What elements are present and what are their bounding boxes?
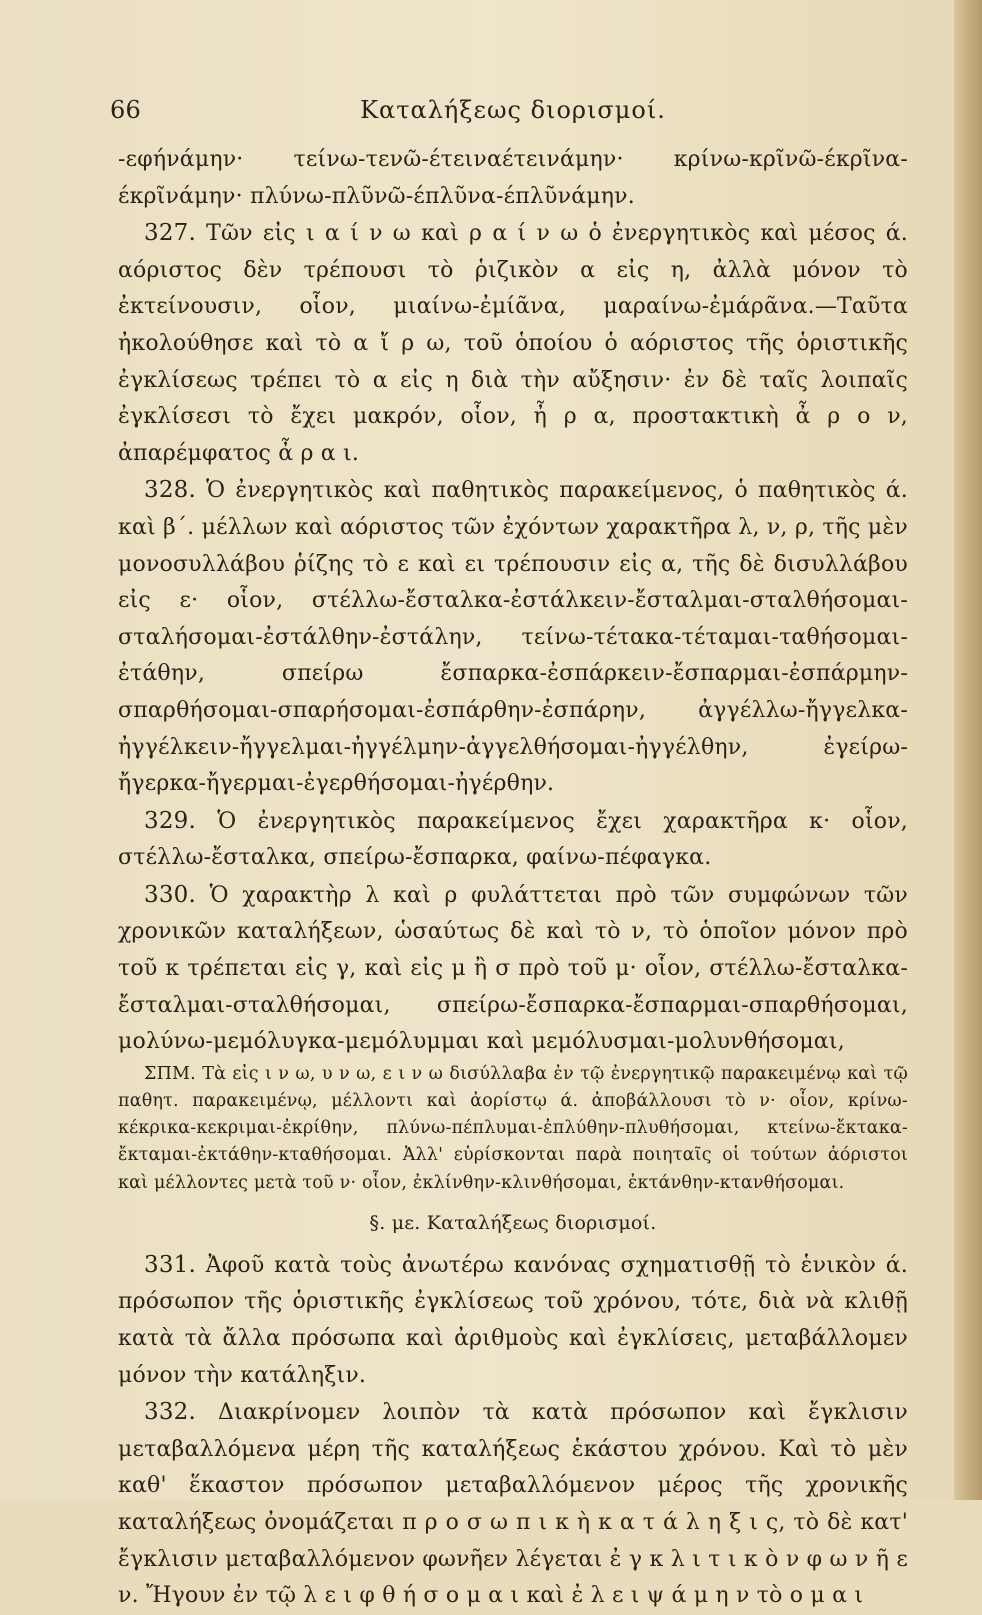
running-title: Καταλήξεως διορισμοί. (360, 96, 666, 124)
paragraph-332 (118, 1394, 908, 1615)
paragraph-text: Ὁ χαρακτὴρ λ καὶ ρ φυλάττεται πρὸ τῶν συμφώνων τῶν χρονικῶν καταλήξεων, ὡσαύτως δὲ καὶ τὸ ν, τὸ ὁποῖον μόνον πρὸ τοῦ κ τρέπεται εἰς γ, καὶ εἰς μ ἢ σ πρὸ τοῦ μ· οἷον, στέλλω-ἔσταλκα-ἔσταλμαι-σταλθήσομαι, σπείρω-ἔσπαρκα-ἔσπαρμαι-σπαρθήσομαι, μολύνω-μεμόλυγκα-μεμόλυμμαι καὶ μεμόλυσμαι-μολυνθήσομαι, (118, 882, 908, 1055)
paragraph-331 (118, 1247, 908, 1394)
paragraph-number: 329. (144, 807, 197, 834)
page-body (110, 92, 909, 1615)
paragraph-328 (118, 472, 908, 802)
paragraph-number: 327. (144, 220, 197, 247)
page-edge (954, 0, 982, 1500)
paragraph-number: 330. (144, 881, 197, 908)
paragraph-number: 328. (144, 477, 197, 504)
paragraph-329 (118, 803, 908, 877)
section-heading: §. με. Καταλήξεως διορισμοί. (369, 1211, 657, 1234)
note-text: Τὰ εἰς ι ν ω, υ ν ω, ε ι ν ω δισύλλαβα ἐν τῷ ἐνεργητικῷ παρακειμένῳ καὶ τῷ παθητ. παρακειμένῳ, μέλλοντι καὶ ἀορίστῳ ά. ἀποβάλλουσι τὸ ν· οἷον, κρίνω-κέκρικα-κεκριμαι-ἐκρίθην, πλύνω-πέπλυμαι-ἐπλύθην-πλυθήσομαι, κτείνω-ἔκτακα-ἔκταμαι-ἐκτάθην-κταθήσομαι. Ἀλλ' εὑρίσκονται παρὰ ποιηταῖς οἱ τούτων ἀόριστοι καὶ μέλλοντες μετὰ τοῦ ν· οἷον, ἐκλίνθην-κλινθήσομαι, ἐκτάνθην-κτανθήσομαι. (118, 1063, 909, 1193)
note-label: ΣΠΜ. (144, 1063, 196, 1084)
paragraph-text: Ὁ ἐνεργητικὸς καὶ παθητικὸς παρακείμενος, ὁ παθητικὸς ά. καὶ β΄. μέλλων καὶ αόριστος τῶν ἐχόντων χαρακτῆρα λ, ν, ρ, τῆς μὲν μονοσυλλάβου ῥίζης τὸ ε καὶ ει τρέπουσιν εἰς α, τῆς δὲ δισυλλάβου εἰς ε· οἷον, στέλλω-ἔσταλκα-ἐστάλκειν-ἔσταλμαι-σταλθήσομαι-σταλήσομαι-ἐστάλθην-ἐστάλην, τείνω-τέτακα-τέταμαι-ταθήσομαι-ἐτάθην, σπείρω ἔσπαρκα-ἐσπάρκειν-ἔσπαρμαι-ἐσπάρμην-σπαρθήσομαι-σπαρήσομαι-ἐσπάρθην-ἐσπάρην, ἀγγέλλω-ἤγγελκα-ἠγγέλκειν-ἤγγελμαι-ἠγγέλμην-ἀγγελθήσομαι-ἠγγέλθην, ἐγείρω-ἤγερκα-ἤγερμαι-ἐγερθήσομαι-ἠγέρθην. (118, 478, 908, 797)
page-header (110, 92, 908, 142)
paragraph-330 (118, 877, 908, 1061)
paragraph-text: Ὁ ἐνεργητικὸς παρακείμενος ἔχει χαρακτῆρα κ· οἷον, στέλλω-ἔσταλκα, σπείρω-ἔσπαρκα, φαίνω-πέφαγκα. (118, 808, 908, 871)
paragraph-text: Διακρίνομεν λοιπὸν τὰ κατὰ πρόσωπον καὶ ἔγκλισιν μεταβαλλόμενα μέρη τῆς καταλήξεως ἑκάστου χρόνου. Καὶ τὸ μὲν καθ' ἕκαστον πρόσωπον μεταβαλλόμενον μέρος τῆς χρονικῆς καταλήξεως ὀνομάζεται π ρ ο σ ω π ι κ ὴ κ α τ ά λ η ξ ι ς, τὸ δὲ κατ' ἔγκλισιν μεταβαλλόμενον φωνῆεν λέγεται ἐ γ κ λ ι τ ι κ ὸ ν φ ω ν ῆ ε ν. Ἤγουν ἐν τῷ λ ε ι φ θ ή σ ο μ α ι καὶ ἐ λ ε ι ψ ά μ η ν τὸ ο μ α ι (118, 1400, 908, 1609)
paragraph-327 (118, 215, 908, 472)
paragraph-text: Ἀφοῦ κατὰ τοὺς ἀνωτέρω κανόνας σχηματισθῇ τὸ ἑνικὸν ά. πρόσωπον τῆς ὁριστικῆς ἐγκλίσεως τοῦ χρόνου, τότε, διὰ νὰ κλιθῇ κατὰ τὰ ἄλλα πρόσωπα καὶ ἀριθμοὺς καὶ ἐγκλίσεις, μεταβάλλομεν μόνον τὴν κατάληξιν. (118, 1252, 908, 1388)
paragraph-number: 331. (144, 1251, 197, 1278)
paragraph-number: 332. (144, 1399, 197, 1426)
paragraph-text: Τῶν εἰς ι α ί ν ω καὶ ρ α ί ν ω ὁ ἐνεργητικὸς καὶ μέσος ά. αόριστος δὲν τρέπουσι τὸ ῥιζικὸν α εἰς η, ἀλλὰ μόνον τὸ ἐκτείνουσιν, οἷον, μιαίνω-ἐμίᾶνα, μαραίνω-ἐμάρᾶνα.—Ταῦτα ἠκολούθησε καὶ τὸ α ἴ ρ ω, τοῦ ὁποίου ὁ αόριστος τῆς ὁριστικῆς ἐγκλίσεως τρέπει τὸ α εἰς η διὰ τὴν αὔξησιν· ἐν δὲ ταῖς λοιπαῖς ἐγκλίσεσι τὸ ἔχει μακρόν, οἷον, ἦ ρ α, προστακτικὴ ἆ ρ ο ν, ἀπαρέμφατος ἆ ρ α ι. (118, 221, 908, 466)
note-paragraph (118, 1061, 908, 1197)
page-number: 66 (110, 96, 141, 124)
intro-paragraph: -εφήνάμην· τείνω-τενῶ-έτειναέτεινάμην· κρίνω-κρῖνῶ-έκρῖνα-έκρῖνάμην· πλύνω-πλῦνῶ-έπλῦνα-έπλῦνάμην. (118, 147, 908, 209)
